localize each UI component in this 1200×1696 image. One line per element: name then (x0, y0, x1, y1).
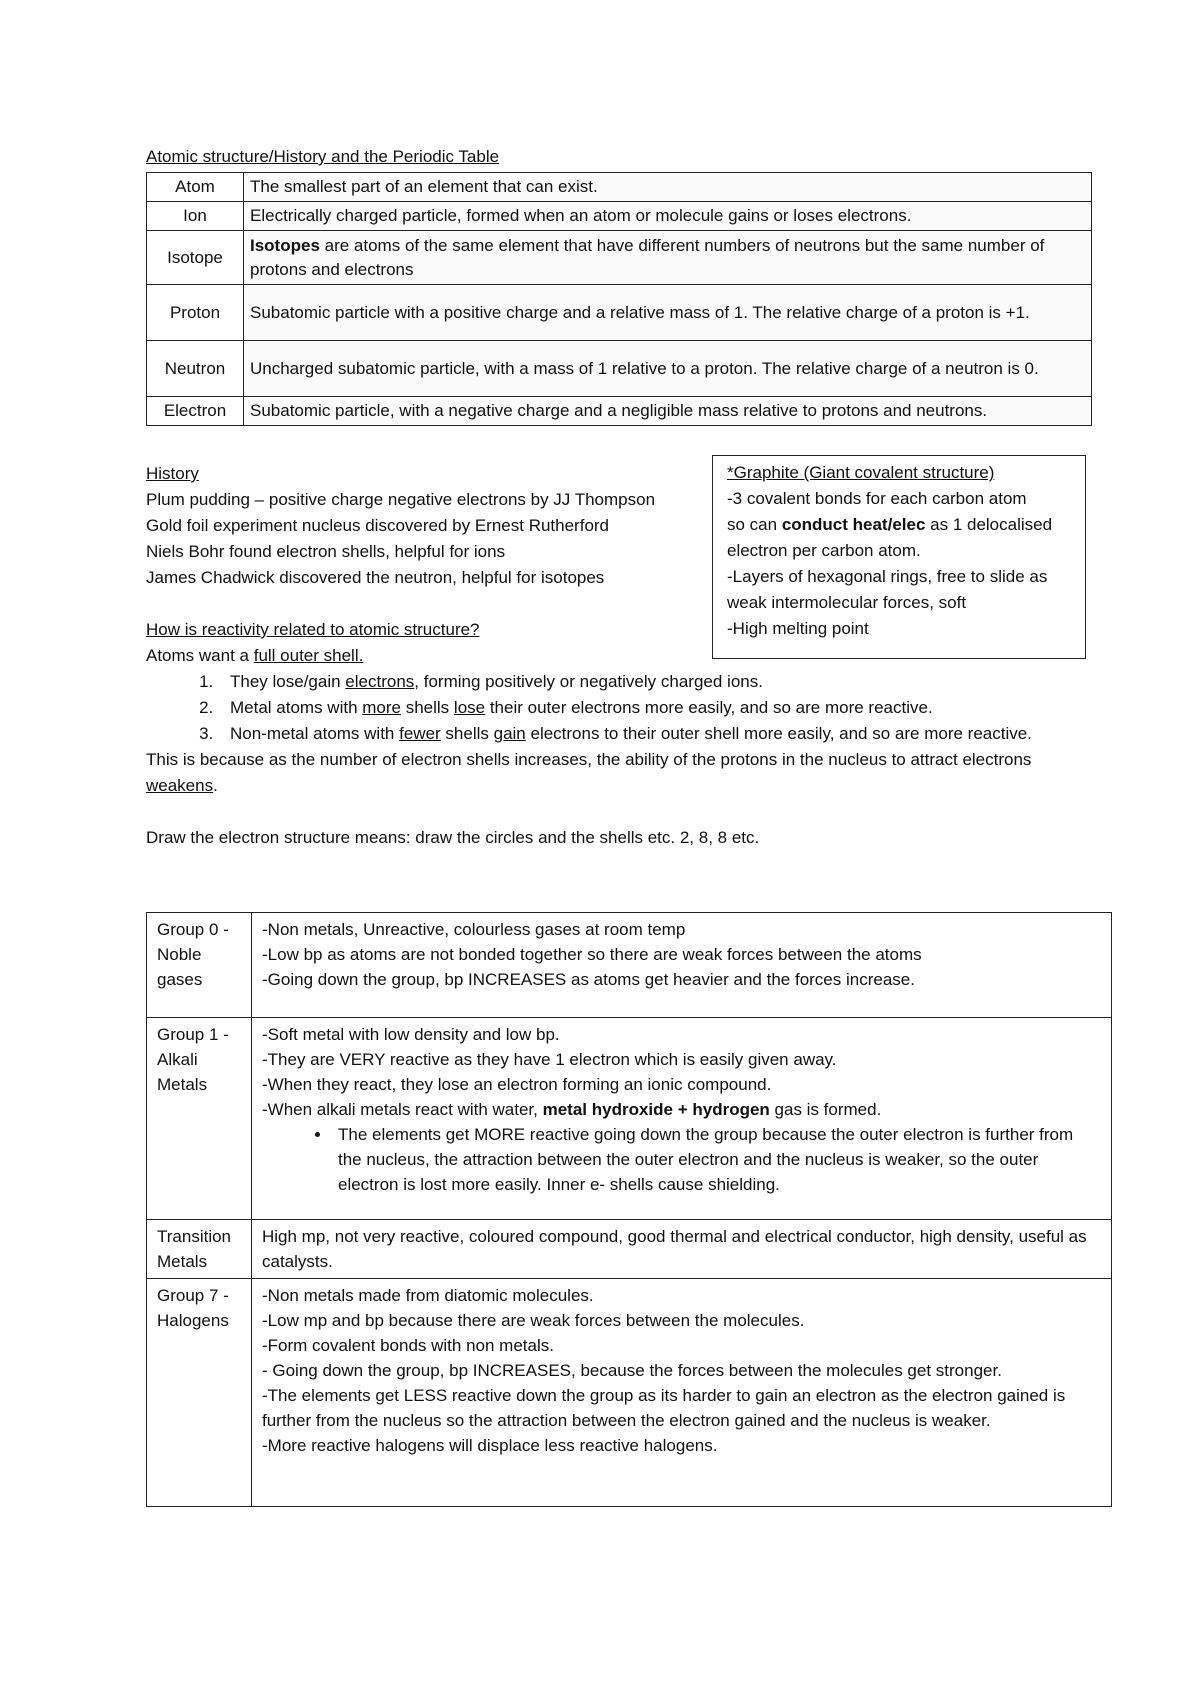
group-description-cell (252, 1018, 1112, 1220)
definition-cell: The smallest part of an element that can exist. (244, 173, 1092, 202)
table-row (147, 397, 1092, 426)
isotope-definition-text: are atoms of the same element that have different numbers of neutrons but the same number of protons and electrons (250, 235, 1045, 279)
table-row (147, 1279, 1112, 1507)
reactivity-heading: How is reactivity related to atomic structure? (146, 620, 480, 639)
group-description-cell (252, 1279, 1112, 1507)
list-item: • The elements get MORE reactive going down the group because the outer electron is further from the nucleus, the attraction between the outer electron and the nucleus is weaker, so the outer electron is lost more easily. Inner e- shells cause shielding. (332, 1122, 1101, 1197)
graphite-line: -Layers of hexagonal rings, free to slide as (727, 567, 1048, 586)
group-line: -When alkali metals react with water, metal hydroxide + hydrogen gas is formed. (262, 1100, 882, 1119)
history-line: James Chadwick discovered the neutron, helpful for isotopes (146, 568, 605, 587)
group-description-cell: High mp, not very reactive, coloured compound, good thermal and electrical conductor, high density, useful as catalysts. (252, 1220, 1112, 1279)
definition-cell: Subatomic particle, with a negative charge and a negligible mass relative to protons and neutrons. (244, 397, 1092, 426)
list-item: 3. Non-metal atoms with fewer shells gain electrons to their outer shell more easily, and so are more reactive. (218, 721, 1076, 747)
definition-cell: Electrically charged particle, formed when an atom or molecule gains or loses electrons. (244, 202, 1092, 231)
group-description-cell (252, 913, 1112, 1018)
term-cell: Atom (147, 173, 244, 202)
history-section (146, 461, 655, 591)
graphite-line: electron per carbon atom. (727, 541, 921, 560)
history-line: Gold foil experiment nucleus discovered by Ernest Rutherford (146, 516, 610, 535)
term-cell: Isotope (147, 231, 244, 285)
groups-table (146, 912, 1112, 1507)
page-title: Atomic structure/History and the Periodic Table (146, 147, 500, 166)
table-row (147, 913, 1112, 1018)
table-row (147, 1018, 1112, 1220)
group-line: -The elements get LESS reactive down the group as its harder to gain an electron as the electron gained is further from the nucleus so the attraction between the electron gained and the nucleus is weaker. (262, 1386, 1066, 1430)
group-name-cell: Group 7 - Halogens (147, 1279, 252, 1507)
reactivity-explanation: This is because as the number of electron shells increases, the ability of the protons in the nucleus to attract electrons weakens. (146, 750, 1032, 795)
history-line: Plum pudding – positive charge negative electrons by JJ Thompson (146, 490, 656, 509)
table-row (147, 173, 1092, 202)
definition-cell (244, 231, 1092, 285)
table-row (147, 285, 1092, 341)
graphite-line: -3 covalent bonds for each carbon atom (727, 489, 1027, 508)
reactivity-underlined: full outer shell. (253, 646, 364, 665)
list-item: 1. They lose/gain electrons, forming positively or negatively charged ions. (218, 669, 1076, 695)
reactivity-intro (146, 643, 1076, 669)
group-line: -Going down the group, bp INCREASES as atoms get heavier and the forces increase. (262, 970, 915, 989)
history-heading: History (146, 464, 199, 483)
group-line: -More reactive halogens will displace less reactive halogens. (262, 1436, 718, 1455)
group-line: -Low mp and bp because there are weak forces between the molecules. (262, 1311, 805, 1330)
table-row (147, 341, 1092, 397)
graphite-line: -High melting point (727, 619, 869, 638)
term-cell: Proton (147, 285, 244, 341)
group-line: -Non metals, Unreactive, colourless gases at room temp (262, 920, 686, 939)
term-cell: Ion (147, 202, 244, 231)
group-line: -Soft metal with low density and low bp. (262, 1025, 560, 1044)
graphite-text: as 1 delocalised (925, 515, 1053, 534)
group1-bullets (262, 1122, 1101, 1197)
term-cell: Electron (147, 397, 244, 426)
draw-instruction: Draw the electron structure means: draw the circles and the shells etc. 2, 8, 8 etc. (146, 828, 760, 847)
reactivity-text: Atoms want a (146, 646, 254, 665)
graphite-bold-text: conduct heat/elec (781, 515, 926, 534)
definition-cell: Uncharged subatomic particle, with a mass of 1 relative to a proton. The relative charge of a neutron is 0. (244, 341, 1092, 397)
list-item: 2. Metal atoms with more shells lose their outer electrons more easily, and so are more reactive. (218, 695, 1076, 721)
group-name-cell: Transition Metals (147, 1220, 252, 1279)
group-line: -When they react, they lose an electron forming an ionic compound. (262, 1075, 772, 1094)
group-name-cell: Group 1 - Alkali Metals (147, 1018, 252, 1220)
graphite-line: weak intermolecular forces, soft (727, 593, 967, 612)
group-line: -Low bp as atoms are not bonded together so there are weak forces between the atoms (262, 945, 922, 964)
graphite-text: so can (727, 515, 782, 534)
definitions-table (146, 172, 1092, 426)
definition-cell: Subatomic particle with a positive charge and a relative mass of 1. The relative charge of a proton is +1. (244, 285, 1092, 341)
history-line: Niels Bohr found electron shells, helpful for ions (146, 542, 506, 561)
group-line: - Going down the group, bp INCREASES, because the forces between the molecules get stronger. (262, 1361, 1002, 1380)
group-line: -Non metals made from diatomic molecules. (262, 1286, 594, 1305)
term-cell: Neutron (147, 341, 244, 397)
table-row (147, 202, 1092, 231)
reactivity-list (146, 669, 1076, 747)
group-name-cell: Group 0 - Noble gases (147, 913, 252, 1018)
reactivity-section (146, 617, 1076, 851)
table-row (147, 231, 1092, 285)
graphite-heading: *Graphite (Giant covalent structure) (727, 463, 995, 482)
graphite-line (727, 512, 1085, 538)
group-line: -Form covalent bonds with non metals. (262, 1336, 554, 1355)
table-row (147, 1220, 1112, 1279)
group-line: -They are VERY reactive as they have 1 electron which is easily given away. (262, 1050, 837, 1069)
isotopes-bold: Isotopes (250, 235, 320, 255)
